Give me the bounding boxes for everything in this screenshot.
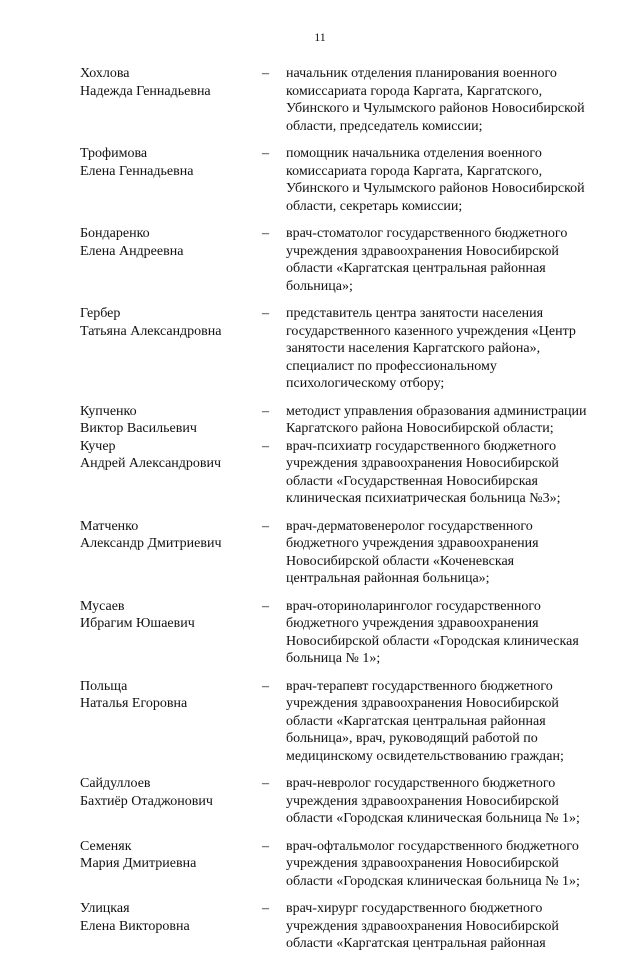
member-given-names: Елена Геннадьевна bbox=[80, 163, 194, 179]
member-name bbox=[80, 838, 262, 873]
member-entry bbox=[80, 65, 613, 135]
member-entry bbox=[80, 775, 613, 828]
member-name bbox=[80, 305, 262, 340]
dash-separator: – bbox=[262, 226, 269, 241]
member-surname: Гербер bbox=[80, 306, 121, 321]
position-line: области «Каргатская центральная районная bbox=[286, 936, 546, 951]
member-position bbox=[286, 225, 613, 295]
position-line: центральная районная больница»; bbox=[286, 571, 490, 586]
member-surname: Сайдуллоев bbox=[80, 776, 151, 791]
position-line: учреждения здравоохранения Новосибирской bbox=[286, 456, 559, 471]
position-line: врач-дерматовенеролог государственного bbox=[286, 518, 533, 534]
member-surname: Матченко bbox=[80, 518, 139, 534]
member-position bbox=[286, 403, 613, 438]
position-line: области «Городская клиническая больница № 1»; bbox=[286, 811, 580, 826]
member-given-names: Надежда Геннадьевна bbox=[80, 83, 211, 99]
position-line: помощник начальника отделения военного bbox=[286, 146, 542, 161]
position-line: области «Государственная Новосибирская bbox=[286, 473, 538, 489]
position-line: врач-офтальмолог государственного бюджетного bbox=[286, 838, 579, 854]
member-surname: Купченко bbox=[80, 403, 137, 419]
member-surname: Кучер bbox=[80, 438, 116, 454]
position-line: врач-стоматолог государственного бюджетного bbox=[286, 226, 568, 241]
member-surname: Польща bbox=[80, 678, 128, 694]
member-given-names: Елена Андреевна bbox=[80, 243, 184, 259]
member-name bbox=[80, 900, 262, 935]
position-line: психологическому отбору; bbox=[286, 376, 445, 391]
member-given-names: Александр Дмитриевич bbox=[80, 536, 222, 551]
member-position bbox=[286, 678, 613, 766]
position-line: области «Каргатская центральная районная bbox=[286, 713, 546, 729]
position-line: врач-невролог государственного бюджетного bbox=[286, 776, 556, 791]
position-line: учреждения здравоохранения Новосибирской bbox=[286, 243, 559, 259]
position-line: учреждения здравоохранения Новосибирской bbox=[286, 696, 559, 711]
member-given-names: Мария Дмитриевна bbox=[80, 856, 197, 871]
dash-separator: – bbox=[262, 598, 269, 614]
member-entry bbox=[80, 305, 613, 393]
member-name bbox=[80, 225, 262, 260]
member-given-names: Бахтиёр Отаджонович bbox=[80, 793, 213, 809]
member-position bbox=[286, 598, 613, 668]
dash-separator: – bbox=[262, 403, 269, 419]
commission-member-list bbox=[80, 65, 613, 953]
position-line: Новосибирской области «Коченевская bbox=[286, 553, 515, 569]
position-line: врач-оториноларинголог государственного bbox=[286, 598, 541, 614]
member-given-names: Андрей Александрович bbox=[80, 456, 222, 471]
position-line: клиническая психиатрическая больница №3»; bbox=[286, 491, 561, 506]
position-line: специалист по профессиональному bbox=[286, 358, 497, 374]
member-given-names: Наталья Егоровна bbox=[80, 696, 188, 711]
position-line: врач-терапевт государственного бюджетного bbox=[286, 678, 553, 694]
member-name bbox=[80, 145, 262, 180]
position-line: Каргатского района Новосибирской области; bbox=[286, 421, 554, 436]
position-line: комиссариата города Каргата, Каргатского, bbox=[286, 163, 543, 179]
dash-separator: – bbox=[262, 838, 269, 854]
position-line: бюджетного учреждения здравоохранения bbox=[286, 616, 539, 631]
member-entry bbox=[80, 678, 613, 766]
position-line: области, председатель комиссии; bbox=[286, 118, 483, 134]
member-name bbox=[80, 403, 262, 438]
position-line: учреждения здравоохранения Новосибирской bbox=[286, 918, 559, 934]
member-position bbox=[286, 775, 613, 828]
member-entry bbox=[80, 145, 613, 215]
member-name bbox=[80, 775, 262, 810]
member-name bbox=[80, 678, 262, 713]
position-line: области «Городская клиническая больница № 1»; bbox=[286, 873, 580, 889]
position-line: медицинскому освидетельствованию граждан; bbox=[286, 748, 564, 764]
position-line: врач-хирург государственного бюджетного bbox=[286, 901, 543, 916]
member-position bbox=[286, 438, 613, 508]
position-line: учреждения здравоохранения Новосибирской bbox=[286, 793, 559, 809]
position-line: учреждения здравоохранения Новосибирской bbox=[286, 856, 559, 871]
member-entry bbox=[80, 438, 613, 508]
position-line: представитель центра занятости населения bbox=[286, 306, 544, 321]
member-entry bbox=[80, 225, 613, 295]
member-entry bbox=[80, 403, 613, 438]
member-surname: Трофимова bbox=[80, 146, 148, 161]
position-line: комиссариата города Каргата, Каргатского, bbox=[286, 83, 543, 99]
position-line: области, секретарь комиссии; bbox=[286, 198, 463, 214]
position-line: начальник отделения планирования военного bbox=[286, 66, 557, 81]
dash-separator: – bbox=[262, 306, 269, 321]
position-line: больница», врач, руководящий работой по bbox=[286, 731, 538, 746]
member-entry bbox=[80, 900, 613, 953]
dash-separator: – bbox=[262, 66, 269, 81]
member-given-names: Татьяна Александровна bbox=[80, 323, 222, 339]
member-position bbox=[286, 305, 613, 393]
dash-separator: – bbox=[262, 438, 269, 454]
dash-separator: – bbox=[262, 678, 269, 694]
member-name bbox=[80, 598, 262, 633]
member-position bbox=[286, 900, 613, 953]
member-name bbox=[80, 518, 262, 553]
position-line: Новосибирской области «Городская клиническая bbox=[286, 633, 579, 649]
position-line: методист управления образования администрации bbox=[286, 403, 587, 419]
member-entry bbox=[80, 598, 613, 668]
member-given-names: Ибрагим Юшаевич bbox=[80, 616, 195, 631]
member-surname: Семеняк bbox=[80, 838, 132, 854]
dash-separator: – bbox=[262, 776, 269, 791]
member-surname: Хохлова bbox=[80, 66, 130, 81]
dash-separator: – bbox=[262, 518, 269, 534]
member-entry bbox=[80, 518, 613, 588]
page-number: 11 bbox=[314, 30, 326, 44]
member-surname: Бондаренко bbox=[80, 226, 150, 241]
position-line: занятости населения Каргатского района», bbox=[286, 341, 541, 356]
member-given-names: Виктор Васильевич bbox=[80, 421, 197, 436]
position-line: области «Каргатская центральная районная bbox=[286, 261, 546, 276]
member-surname: Мусаев bbox=[80, 598, 125, 614]
member-surname: Улицкая bbox=[80, 901, 130, 916]
member-position bbox=[286, 518, 613, 588]
position-line: врач-психиатр государственного бюджетного bbox=[286, 438, 557, 454]
position-line: Убинского и Чулымского районов Новосибирской bbox=[286, 101, 585, 116]
position-line: бюджетного учреждения здравоохранения bbox=[286, 536, 539, 551]
member-given-names: Елена Викторовна bbox=[80, 918, 190, 934]
position-line: больница»; bbox=[286, 278, 353, 294]
position-line: Убинского и Чулымского районов Новосибирской bbox=[286, 181, 585, 196]
member-name bbox=[80, 65, 262, 100]
member-position bbox=[286, 65, 613, 135]
member-position bbox=[286, 838, 613, 891]
dash-separator: – bbox=[262, 146, 269, 161]
member-entry bbox=[80, 838, 613, 891]
member-position bbox=[286, 145, 613, 215]
member-name bbox=[80, 438, 262, 473]
dash-separator: – bbox=[262, 901, 269, 916]
position-line: государственного казенного учреждения «Центр bbox=[286, 323, 576, 339]
position-line: больница № 1»; bbox=[286, 651, 381, 666]
